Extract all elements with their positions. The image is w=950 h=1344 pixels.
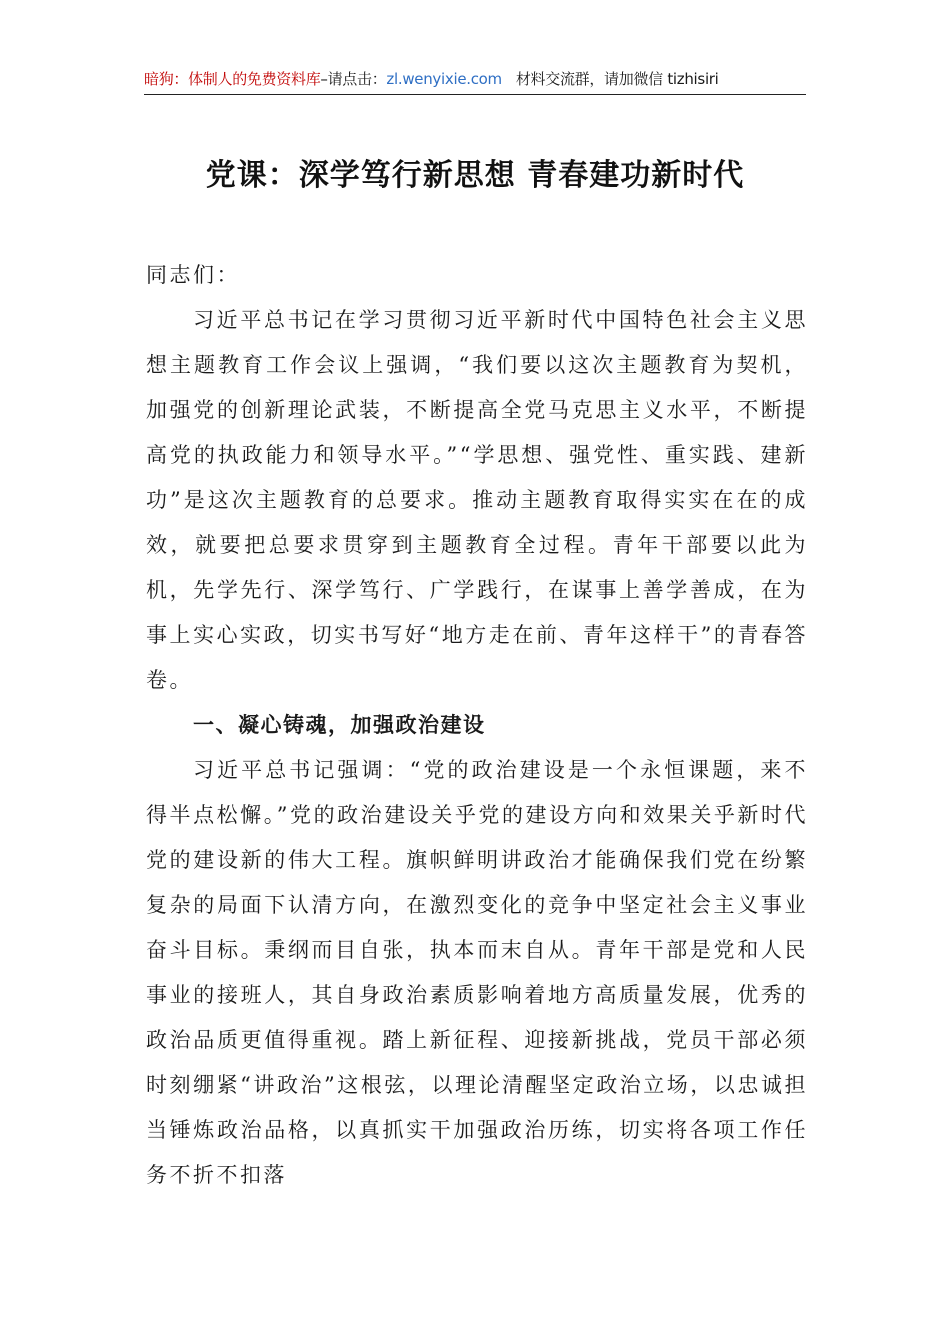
- document-body: [146, 253, 808, 1198]
- header-click-prompt: –请点击：: [320, 70, 387, 88]
- header-url-link[interactable]: zl.wenyixie.com: [386, 70, 502, 88]
- paragraph-intro: 习近平总书记在学习贯彻习近平新时代中国特色社会主义思想主题教育工作会议上强调，“我们要以这次主题教育为契机，加强党的创新理论武装，不断提高全党马克思主义水平，不断提高党的执政能力和领导水平。”“学思想、强党性、重实践、建新功”是这次主题教育的总要求。推动主题教育取得实实在在的成效，就要把总要求贯穿到主题教育全过程。青年干部要以此为机，先学先行、深学笃行、广学践行，在谋事上善学善成，在为事上实心实政，切实书写好“地方走在前、青年这样干”的青春答卷。: [146, 308, 808, 692]
- salutation: 同志们：: [146, 263, 240, 287]
- header-group-note: 材料交流群，请加微信 tizhisiri: [515, 70, 719, 88]
- section-heading-1: 一、凝心铸魂，加强政治建设: [193, 713, 486, 737]
- document-title: 党课：深学笃行新思想 青春建功新时代: [205, 158, 745, 193]
- page-header: [144, 64, 806, 95]
- paragraph-section-1: 习近平总书记强调：“党的政治建设是一个永恒课题，来不得半点松懈。”党的政治建设关乎党的建设方向和效果关乎新时代党的建设新的伟大工程。旗帜鲜明讲政治才能确保我们党在纷繁复杂的局面下认清方向，在激烈变化的竞争中坚定社会主义事业奋斗目标。秉纲而目自张，执本而末自从。青年干部是党和人民事业的接班人，其自身政治素质影响着地方高质量发展，优秀的政治品质更值得重视。踏上新征程、迎接新挑战，党员干部必须时刻绷紧“讲政治”这根弦，以理论清醒坚定政治立场，以忠诚担当锤炼政治品格，以真抓实干加强政治历练，切实将各项工作任务不折不扣落: [146, 758, 808, 1187]
- header-site-name: 暗狗：体制人的免费资料库: [144, 70, 321, 88]
